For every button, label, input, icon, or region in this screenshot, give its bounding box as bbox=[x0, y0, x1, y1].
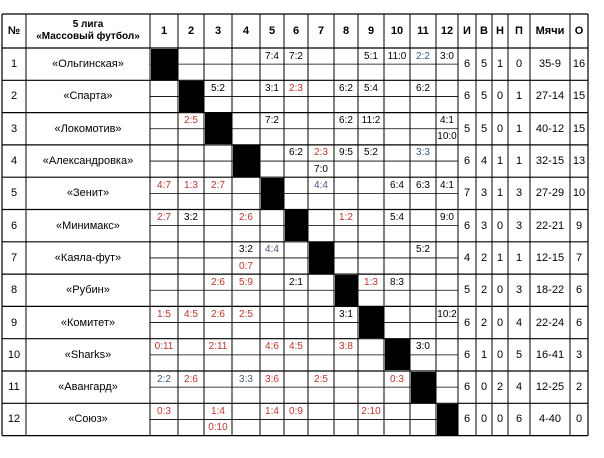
score-cell: 0:10 bbox=[208, 422, 228, 433]
score-cell: 2:2 bbox=[157, 373, 171, 385]
stat-cell: 0 bbox=[496, 413, 504, 426]
score-cell: 7:2 bbox=[289, 50, 303, 62]
score-cell: 4:7 bbox=[157, 179, 171, 191]
stat-cell: 12-15 bbox=[535, 251, 565, 264]
stat-cell: 40-12 bbox=[535, 122, 565, 135]
stat-cell: 1 bbox=[515, 155, 523, 168]
score-cell: 0:3 bbox=[390, 373, 404, 385]
score-cell: 9:0 bbox=[440, 212, 454, 224]
score-cell: 2:1 bbox=[289, 276, 303, 288]
stat-cell: 7 bbox=[575, 251, 583, 264]
header-stat-2: Н bbox=[496, 25, 504, 37]
score-cell: 2:6 bbox=[184, 373, 198, 385]
team-name: «Минимакс» bbox=[56, 219, 120, 232]
score-cell: 2:2 bbox=[416, 50, 430, 62]
score-cell: 2:10 bbox=[361, 405, 381, 417]
league-name: 5 лига bbox=[72, 19, 104, 30]
score-cell: 7:0 bbox=[314, 163, 328, 175]
stat-cell: 6 bbox=[515, 413, 523, 426]
stat-cell: 3 bbox=[575, 348, 583, 361]
header-col-5: 5 bbox=[268, 25, 276, 37]
score-cell: 5:1 bbox=[364, 50, 378, 62]
score-cell: 5:2 bbox=[416, 244, 430, 256]
stat-cell: 0 bbox=[496, 122, 504, 135]
header-col-2: 2 bbox=[187, 25, 195, 37]
row-number: 7 bbox=[10, 251, 18, 264]
row-number: 1 bbox=[10, 58, 18, 71]
score-cell: 3:3 bbox=[416, 147, 430, 159]
header-stat-0: И bbox=[463, 25, 471, 37]
stat-cell: 3 bbox=[515, 284, 523, 297]
row-number: 11 bbox=[8, 381, 20, 394]
score-cell: 5:4 bbox=[364, 82, 378, 94]
score-cell: 11:2 bbox=[361, 115, 381, 127]
stat-cell: 0 bbox=[575, 413, 583, 426]
stat-cell: 1 bbox=[480, 348, 488, 361]
team-name: «Комитет» bbox=[60, 316, 116, 329]
score-cell: 2:6 bbox=[211, 308, 225, 320]
score-cell: 5:2 bbox=[211, 82, 225, 94]
diagonal-cell bbox=[437, 404, 458, 435]
stat-cell: 6 bbox=[463, 219, 471, 232]
score-cell: 0:9 bbox=[289, 405, 303, 417]
team-name: «Александровка» bbox=[42, 155, 134, 168]
stat-cell: 2 bbox=[480, 251, 488, 264]
stat-cell: 3 bbox=[480, 219, 488, 232]
header-col-4: 4 bbox=[242, 25, 250, 37]
score-cell: 6:2 bbox=[339, 82, 353, 94]
stat-cell: 0 bbox=[496, 90, 504, 103]
row-number: 8 bbox=[10, 284, 18, 297]
stat-cell: 3 bbox=[480, 187, 488, 200]
stat-cell: 4 bbox=[480, 155, 488, 168]
score-cell: 6:2 bbox=[289, 147, 303, 159]
score-cell: 2:5 bbox=[314, 373, 328, 385]
stat-cell: 6 bbox=[463, 155, 471, 168]
score-cell: 2:3 bbox=[314, 147, 328, 159]
header-col-1: 1 bbox=[160, 25, 168, 37]
diagonal-cell bbox=[151, 49, 178, 80]
score-cell: 8:3 bbox=[390, 276, 404, 288]
score-cell: 2:5 bbox=[239, 308, 253, 320]
stat-cell: 2 bbox=[480, 316, 488, 329]
stat-cell: 3 bbox=[515, 187, 523, 200]
score-cell: 5:2 bbox=[364, 147, 378, 159]
stat-cell: 9 bbox=[575, 219, 583, 232]
stat-cell: 2 bbox=[480, 284, 488, 297]
team-name: «Спарта» bbox=[63, 90, 113, 103]
header-col-11: 11 bbox=[417, 25, 429, 37]
score-cell: 1:2 bbox=[339, 212, 353, 224]
score-cell: 9:5 bbox=[339, 147, 353, 159]
row-number: 5 bbox=[10, 187, 18, 200]
header-stat-5: О bbox=[574, 25, 584, 37]
score-cell: 3:6 bbox=[265, 373, 279, 385]
score-cell: 4:5 bbox=[184, 308, 198, 320]
header-col-3: 3 bbox=[214, 25, 222, 37]
stat-cell: 5 bbox=[480, 122, 488, 135]
stat-cell: 1 bbox=[496, 155, 504, 168]
header-col-7: 7 bbox=[317, 25, 325, 37]
stat-cell: 1 bbox=[515, 122, 523, 135]
stat-cell: 1 bbox=[496, 251, 504, 264]
stat-cell: 27-14 bbox=[535, 90, 565, 103]
stat-cell: 27-29 bbox=[535, 187, 565, 200]
score-cell: 3:8 bbox=[339, 341, 353, 353]
score-cell: 3:2 bbox=[184, 212, 198, 224]
diagonal-cell bbox=[233, 145, 260, 176]
diagonal-cell bbox=[359, 307, 384, 338]
row-number: 10 bbox=[7, 348, 21, 361]
score-cell: 4:4 bbox=[314, 179, 328, 191]
team-name: «Sharks» bbox=[64, 348, 112, 361]
team-name: «Каяла-фут» bbox=[54, 251, 122, 264]
row-number: 2 bbox=[10, 90, 18, 103]
score-cell: 1:3 bbox=[184, 179, 198, 191]
stat-cell: 6 bbox=[575, 316, 583, 329]
stat-cell: 16-41 bbox=[535, 348, 565, 361]
stat-cell: 5 bbox=[480, 90, 488, 103]
score-cell: 0:11 bbox=[154, 341, 174, 353]
stat-cell: 6 bbox=[463, 348, 471, 361]
score-cell: 5:4 bbox=[390, 212, 404, 224]
stat-cell: 0 bbox=[496, 316, 504, 329]
score-cell: 2:7 bbox=[211, 179, 225, 191]
diagonal-cell bbox=[309, 242, 334, 273]
diagonal-cell bbox=[205, 113, 232, 144]
score-cell: 1:3 bbox=[364, 276, 378, 288]
stat-cell: 0 bbox=[496, 348, 504, 361]
header-league-title bbox=[26, 14, 150, 48]
score-cell: 10:0 bbox=[437, 131, 457, 143]
team-name: «Рубин» bbox=[66, 284, 110, 297]
row-number: 9 bbox=[10, 316, 18, 329]
stat-cell: 6 bbox=[463, 316, 471, 329]
stat-cell: 6 bbox=[575, 284, 583, 297]
score-cell: 3:3 bbox=[239, 373, 253, 385]
stat-cell: 2 bbox=[575, 381, 583, 394]
score-cell: 2:5 bbox=[184, 115, 198, 127]
score-cell: 5:9 bbox=[239, 276, 253, 288]
stat-cell: 2 bbox=[496, 381, 504, 394]
score-cell: 6:4 bbox=[390, 179, 404, 191]
stat-cell: 16 bbox=[572, 58, 586, 71]
diagonal-cell bbox=[385, 339, 410, 370]
stat-cell: 1 bbox=[496, 187, 504, 200]
stat-cell: 4 bbox=[515, 381, 523, 394]
stat-cell: 5 bbox=[463, 122, 471, 135]
stat-cell: 5 bbox=[463, 284, 471, 297]
header-col-6: 6 bbox=[292, 25, 300, 37]
team-name: «Авангард» bbox=[58, 381, 118, 394]
stat-cell: 0 bbox=[480, 413, 488, 426]
team-name: «Ольгинская» bbox=[52, 58, 124, 71]
row-number: 4 bbox=[10, 155, 18, 168]
league-subtitle: «Массовый футбол» bbox=[36, 31, 140, 42]
score-cell: 1:4 bbox=[265, 405, 279, 417]
stat-cell: 6 bbox=[463, 413, 471, 426]
score-cell: 0:7 bbox=[239, 260, 253, 272]
header-stat-4: Мячи bbox=[535, 25, 565, 37]
score-cell: 3:1 bbox=[339, 308, 353, 320]
score-cell: 11:0 bbox=[387, 50, 407, 62]
diagonal-cell bbox=[285, 210, 308, 241]
diagonal-cell bbox=[261, 178, 284, 209]
header-col-8: 8 bbox=[342, 25, 350, 37]
score-cell: 0:3 bbox=[157, 405, 171, 417]
header-col-10: 10 bbox=[390, 25, 404, 37]
diagonal-cell bbox=[335, 275, 358, 306]
stat-cell: 35-9 bbox=[538, 58, 562, 71]
stat-cell: 5 bbox=[480, 58, 488, 71]
stat-cell: 10 bbox=[572, 187, 586, 200]
header-col-12: 12 bbox=[440, 25, 454, 37]
stat-cell: 6 bbox=[463, 90, 471, 103]
header-col-9: 9 bbox=[367, 25, 375, 37]
stat-cell: 32-15 bbox=[535, 155, 565, 168]
score-cell: 3:0 bbox=[416, 341, 430, 353]
stat-cell: 7 bbox=[463, 187, 471, 200]
stat-cell: 22-24 bbox=[535, 316, 565, 329]
stat-cell: 15 bbox=[572, 90, 586, 103]
header-stat-1: В bbox=[480, 25, 488, 37]
score-cell: 3:1 bbox=[265, 82, 279, 94]
stat-cell: 22-21 bbox=[535, 219, 565, 232]
stat-cell: 0 bbox=[496, 284, 504, 297]
team-name: «Зенит» bbox=[66, 187, 110, 200]
stat-cell: 5 bbox=[515, 348, 523, 361]
stat-cell: 1 bbox=[515, 251, 523, 264]
score-cell: 6:2 bbox=[339, 115, 353, 127]
score-cell: 2:7 bbox=[157, 212, 171, 224]
score-cell: 7:4 bbox=[265, 50, 279, 62]
stat-cell: 12-25 bbox=[535, 381, 565, 394]
stat-cell: 1 bbox=[515, 90, 523, 103]
team-name: «Локомотив» bbox=[54, 122, 122, 135]
score-cell: 10:2 bbox=[437, 308, 457, 320]
stat-cell: 0 bbox=[515, 58, 523, 71]
score-cell: 2:6 bbox=[211, 276, 225, 288]
score-cell: 2:6 bbox=[239, 212, 253, 224]
score-cell: 6:2 bbox=[416, 82, 430, 94]
header-stat-3: П bbox=[515, 25, 523, 37]
row-number: 3 bbox=[10, 122, 18, 135]
stat-cell: 6 bbox=[463, 381, 471, 394]
score-cell: 7:2 bbox=[265, 115, 279, 127]
stat-cell: 0 bbox=[480, 381, 488, 394]
score-cell: 2:3 bbox=[289, 82, 303, 94]
row-number: 12 bbox=[7, 413, 21, 426]
row-number: 6 bbox=[10, 219, 18, 232]
stat-cell: 13 bbox=[572, 155, 586, 168]
score-cell: 1:5 bbox=[157, 308, 171, 320]
stat-cell: 15 bbox=[572, 122, 586, 135]
score-cell: 2:11 bbox=[208, 341, 228, 353]
score-cell: 4:1 bbox=[440, 115, 454, 127]
stat-cell: 4 bbox=[515, 316, 523, 329]
score-cell: 3:0 bbox=[440, 50, 454, 62]
stat-cell: 3 bbox=[515, 219, 523, 232]
stat-cell: 0 bbox=[496, 219, 504, 232]
header-number: № bbox=[7, 25, 21, 37]
stat-cell: 4 bbox=[463, 251, 471, 264]
diagonal-cell bbox=[411, 372, 436, 403]
score-cell: 4:4 bbox=[265, 244, 279, 256]
score-cell: 4:1 bbox=[440, 179, 454, 191]
stat-cell: 6 bbox=[463, 58, 471, 71]
stat-cell: 18-22 bbox=[535, 284, 565, 297]
stat-cell: 4-40 bbox=[538, 413, 562, 426]
diagonal-cell bbox=[179, 81, 204, 112]
score-cell: 4:6 bbox=[265, 341, 279, 353]
score-cell: 4:5 bbox=[289, 341, 303, 353]
team-name: «Союз» bbox=[68, 413, 108, 426]
score-cell: 3:2 bbox=[239, 244, 253, 256]
score-cell: 6:3 bbox=[416, 179, 430, 191]
score-cell: 1:4 bbox=[211, 405, 225, 417]
stat-cell: 1 bbox=[496, 58, 504, 71]
